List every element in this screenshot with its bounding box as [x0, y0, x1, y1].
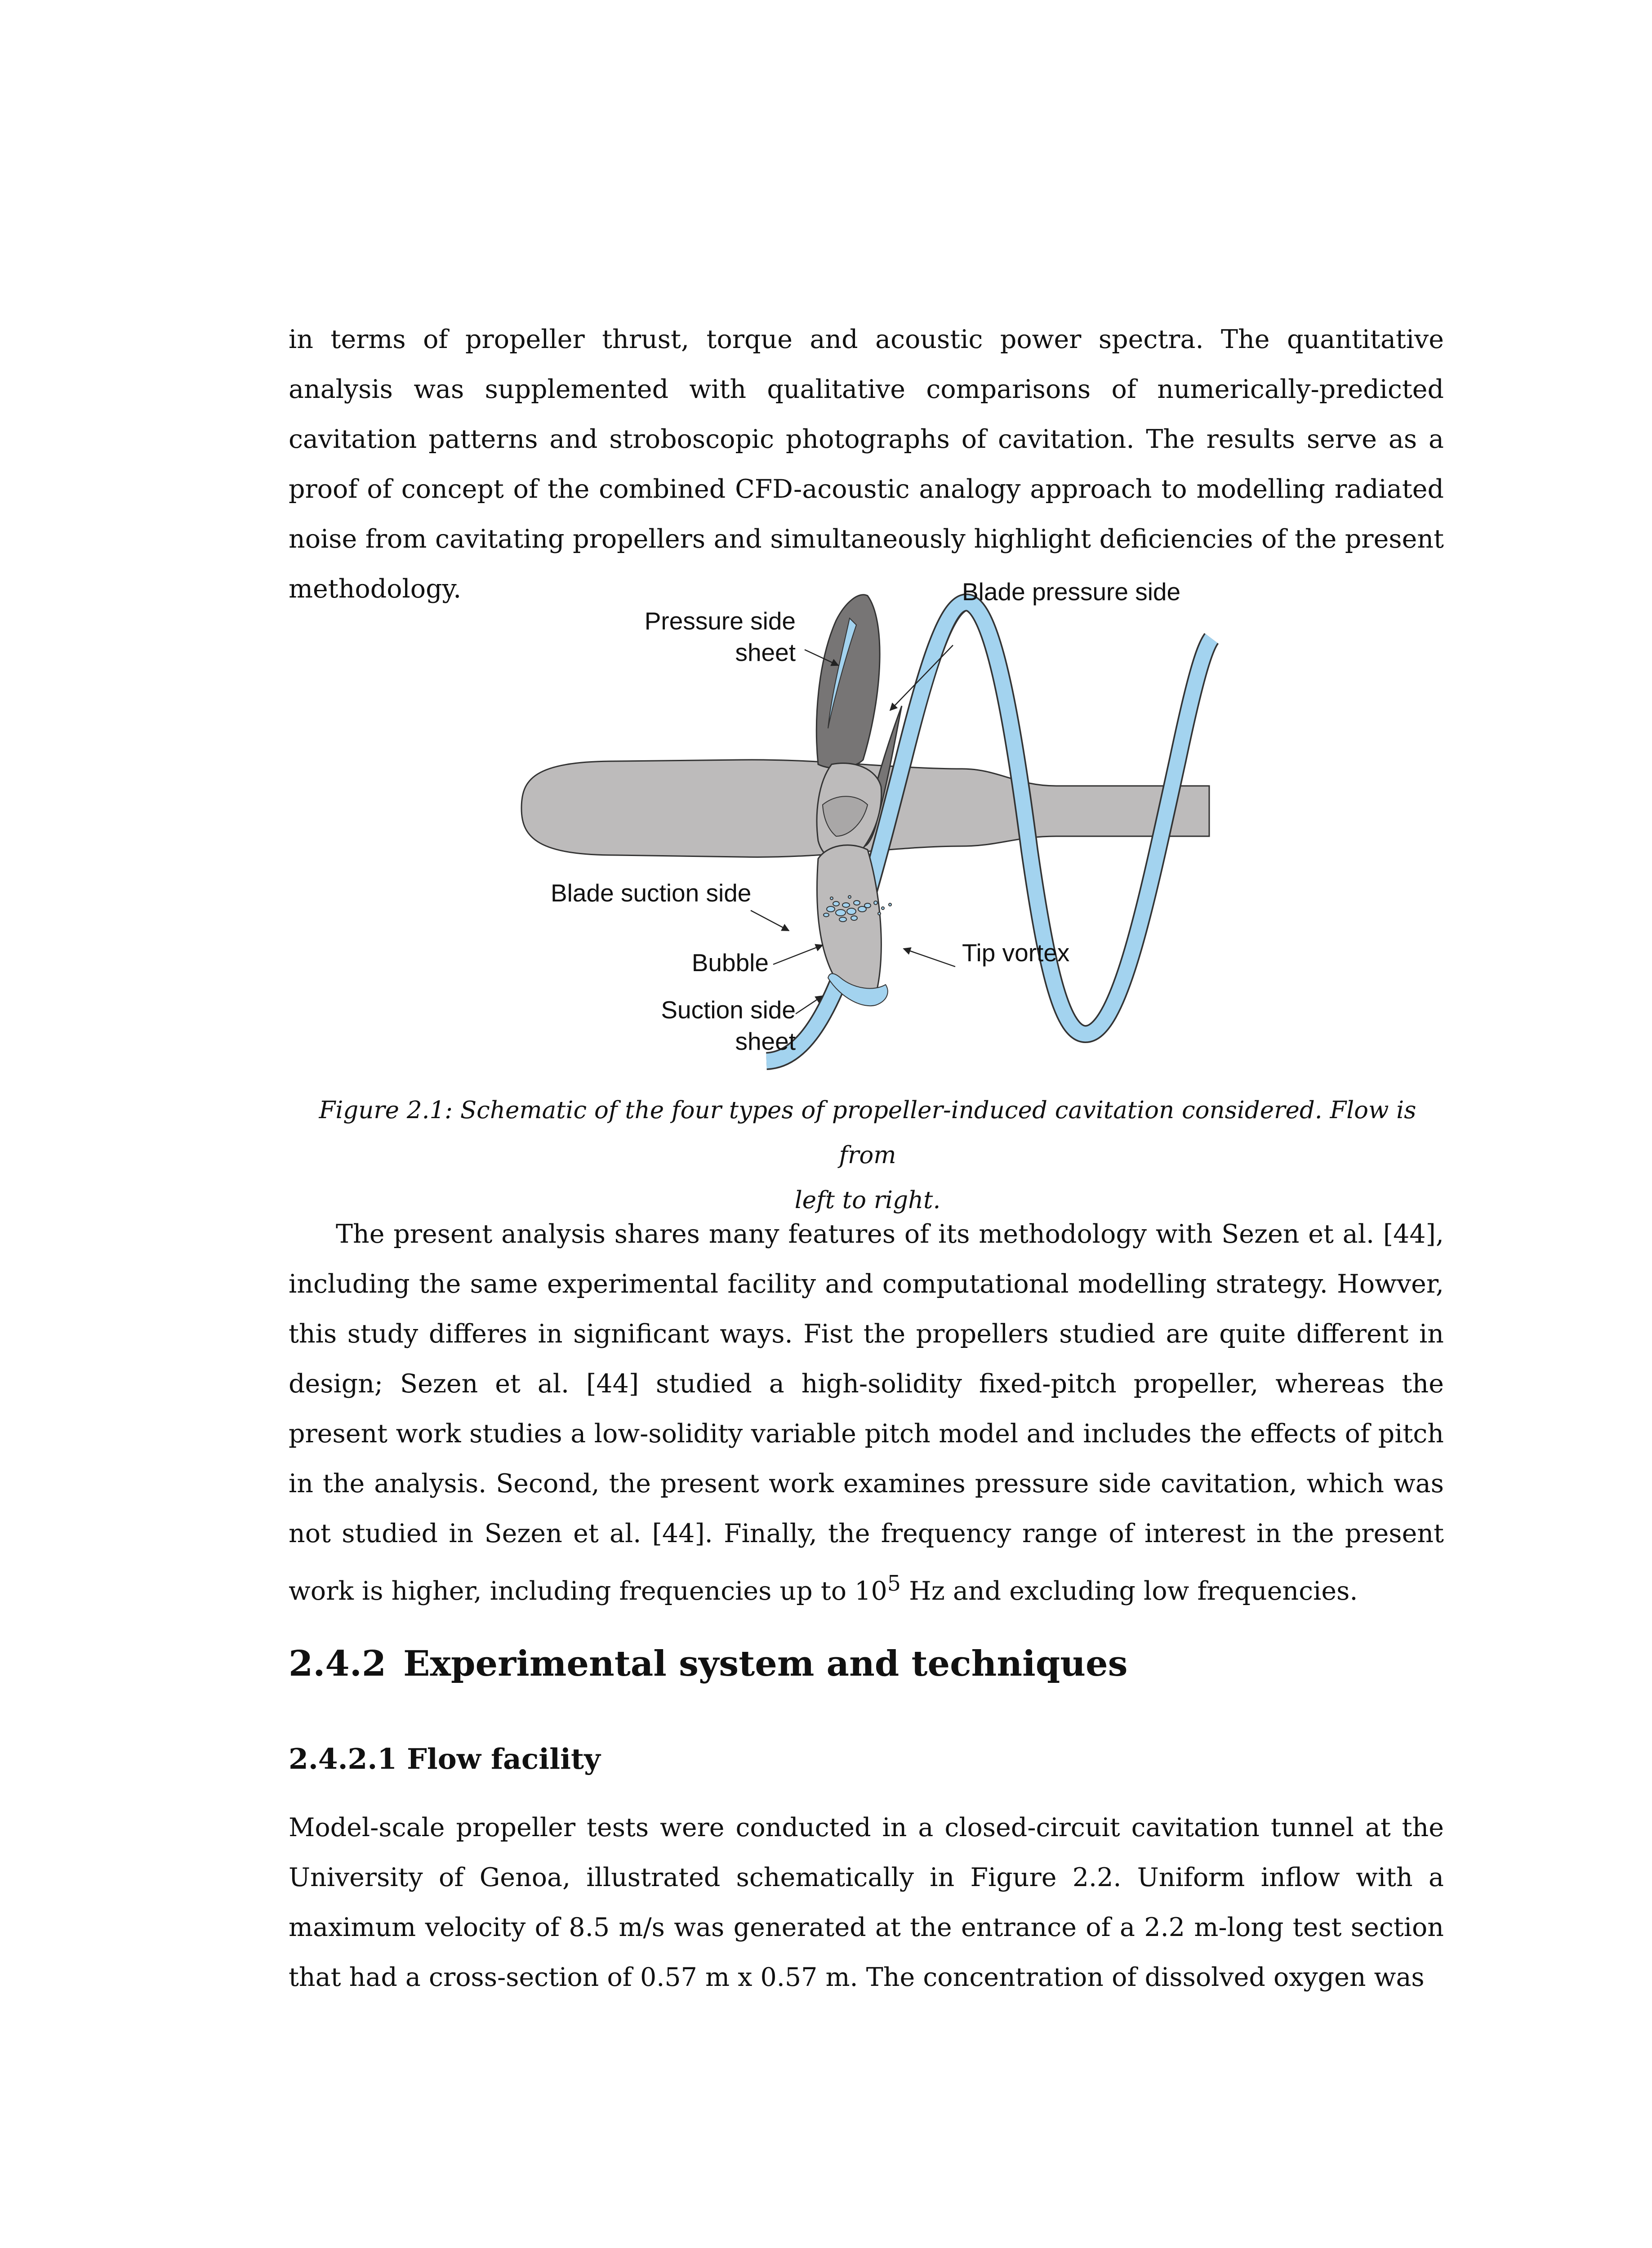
subsection-heading: [289, 1742, 601, 1775]
label-bubble: Bubble: [691, 949, 769, 977]
label-suction-side-sheet-1: Suction side: [661, 996, 796, 1024]
figure-caption-line2: left to right.: [794, 1186, 941, 1214]
section-title: Experimental system and techniques: [403, 1643, 1128, 1684]
upper-blade: [816, 595, 880, 768]
paragraph-comparison-text: The present analysis shares many features of its methodology with Sezen et al. [44], including the same experimental facility and computational modelling strategy. Howver, this study differes in significant ways. Fist the propellers studied are quite different in design; Sezen et al. [44] studied a high-solidity fixed-pitch propeller, whereas the present work studies a low-solidity variable pitch model and includes the effects of pitch in the analysis. Second, the present work examines pressure side cavitation, which was not studied in Sezen et al. [44]. Finally, the frequency range of interest in the present work is higher, including frequencies up to 10: [289, 1219, 1444, 1606]
section-heading: [289, 1643, 1128, 1684]
intro-paragraph: in terms of propeller thrust, torque and acoustic power spectra. The quantitative analysis was supplemented with qualitative comparisons of numerically-predicted cavitation patterns and stroboscopic photographs of cavitation. The results serve as a proof of concept of the combined CFD-acoustic analogy approach to modelling radiated noise from cavitating propellers and simultaneously highlight deficiencies of the present methodology.: [289, 325, 1444, 604]
label-suction-side-sheet-2: sheet: [735, 1027, 796, 1055]
subsection-number: 2.4.2.1: [289, 1742, 397, 1775]
propeller-schematic: [508, 571, 1227, 1093]
exponent: 5: [887, 1571, 901, 1596]
paragraph-flow-facility: Model-scale propeller tests were conducted in a closed-circuit cavitation tunnel at the University of Genoa, illustrated schematically in Figure 2.2. Uniform inflow with a maximum velocity of 8.5 m/s was generated at the entrance of a 2.2 m-long test section that had a cross-section of 0.57 m x 0.57 m. The concentration of dissolved oxygen was: [289, 1813, 1444, 1992]
label-pressure-side-sheet-2: sheet: [735, 638, 796, 666]
figure-caption: [297, 1088, 1438, 1223]
subsection-title: Flow facility: [407, 1742, 601, 1775]
label-blade-pressure-side: Blade pressure side: [962, 578, 1181, 606]
lower-blade: [817, 845, 881, 999]
figure-propeller-cavitation: [508, 571, 1227, 1093]
section-number: 2.4.2: [289, 1643, 387, 1684]
paragraph-comparison: [289, 1209, 1444, 1616]
label-pressure-side-sheet-1: Pressure side: [644, 607, 796, 635]
paragraph-comparison-tail: Hz and excluding low frequencies.: [900, 1576, 1358, 1606]
label-tip-vortex: Tip vortex: [962, 939, 1070, 967]
label-blade-suction-side: Blade suction side: [551, 879, 752, 907]
figure-caption-line1: Figure 2.1: Schematic of the four types of propeller-induced cavitation considered. Flow is from: [319, 1097, 1416, 1169]
